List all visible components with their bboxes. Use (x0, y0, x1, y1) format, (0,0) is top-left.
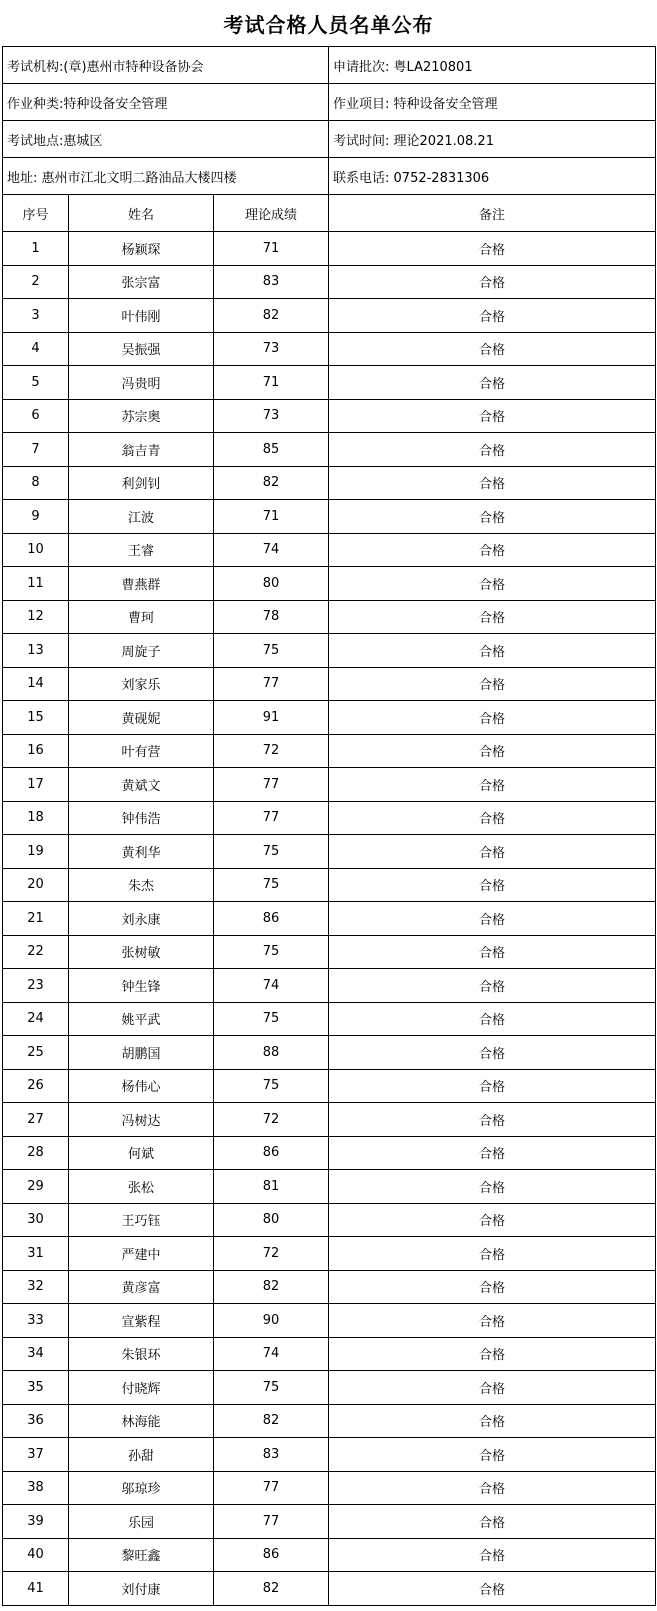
cell-no: 13 (3, 634, 69, 668)
cell-no: 17 (3, 768, 69, 802)
cell-score: 86 (214, 1136, 329, 1170)
cell-score: 80 (214, 567, 329, 601)
cell-score: 75 (214, 1002, 329, 1036)
table-row (3, 1337, 656, 1371)
cell-name: 钟生锋 (69, 969, 214, 1003)
cell-remark: 合格 (329, 1337, 656, 1371)
table-row (3, 1069, 656, 1103)
table-row (3, 299, 656, 333)
cell-no: 28 (3, 1136, 69, 1170)
cell-name: 冯树达 (69, 1103, 214, 1137)
cell-name: 刘永康 (69, 902, 214, 936)
table-row (3, 768, 656, 802)
cell-name: 张松 (69, 1170, 214, 1204)
cell-score: 75 (214, 868, 329, 902)
cell-remark: 合格 (329, 500, 656, 534)
cell-name: 黄彦富 (69, 1270, 214, 1304)
cell-name: 孙甜 (69, 1438, 214, 1472)
cell-name: 张宗富 (69, 265, 214, 299)
cell-remark: 合格 (329, 1404, 656, 1438)
cell-score: 74 (214, 969, 329, 1003)
cell-score: 90 (214, 1304, 329, 1338)
cell-remark: 合格 (329, 1069, 656, 1103)
cell-score: 77 (214, 1471, 329, 1505)
table-header-row (3, 195, 656, 232)
cell-remark: 合格 (329, 1304, 656, 1338)
cell-name: 刘家乐 (69, 667, 214, 701)
cell-score: 72 (214, 734, 329, 768)
cell-name: 黎旺鑫 (69, 1538, 214, 1572)
cell-name: 曹珂 (69, 600, 214, 634)
cell-no: 31 (3, 1237, 69, 1271)
cell-no: 9 (3, 500, 69, 534)
cell-name: 冯贵明 (69, 366, 214, 400)
cell-score: 83 (214, 265, 329, 299)
cell-remark: 合格 (329, 399, 656, 433)
table-row (3, 265, 656, 299)
cell-score: 75 (214, 1371, 329, 1405)
cell-remark: 合格 (329, 902, 656, 936)
cell-remark: 合格 (329, 667, 656, 701)
table-row (3, 399, 656, 433)
table-row (3, 1304, 656, 1338)
table-row (3, 1572, 656, 1606)
cell-name: 王睿 (69, 533, 214, 567)
cell-no: 39 (3, 1505, 69, 1539)
cell-score: 77 (214, 667, 329, 701)
table-row (3, 734, 656, 768)
cell-no: 7 (3, 433, 69, 467)
cell-no: 11 (3, 567, 69, 601)
cell-no: 16 (3, 734, 69, 768)
cell-remark: 合格 (329, 734, 656, 768)
cell-name: 黄斌文 (69, 768, 214, 802)
cell-score: 82 (214, 1572, 329, 1606)
cell-remark: 合格 (329, 768, 656, 802)
table-row (3, 1136, 656, 1170)
cell-no: 20 (3, 868, 69, 902)
cell-no: 5 (3, 366, 69, 400)
cell-name: 胡鹏国 (69, 1036, 214, 1070)
cell-name: 严建中 (69, 1237, 214, 1271)
table-row (3, 701, 656, 735)
cell-score: 71 (214, 500, 329, 534)
cell-no: 6 (3, 399, 69, 433)
cell-score: 78 (214, 600, 329, 634)
cell-remark: 合格 (329, 533, 656, 567)
cell-score: 71 (214, 366, 329, 400)
table-row (3, 567, 656, 601)
cell-no: 18 (3, 801, 69, 835)
cell-score: 77 (214, 1505, 329, 1539)
cell-no: 26 (3, 1069, 69, 1103)
cell-no: 32 (3, 1270, 69, 1304)
cell-remark: 合格 (329, 634, 656, 668)
table-row (3, 1270, 656, 1304)
cell-name: 林海能 (69, 1404, 214, 1438)
cell-score: 82 (214, 466, 329, 500)
cell-score: 88 (214, 1036, 329, 1070)
cell-no: 21 (3, 902, 69, 936)
cell-name: 翁吉青 (69, 433, 214, 467)
table-row (3, 1505, 656, 1539)
cell-score: 75 (214, 835, 329, 869)
cell-name: 付晓辉 (69, 1371, 214, 1405)
cell-name: 邬琼珍 (69, 1471, 214, 1505)
cell-remark: 合格 (329, 1270, 656, 1304)
institution-cell: 考试机构:(章)惠州市特种设备协会 (3, 47, 329, 84)
column-header-name: 姓名 (69, 195, 214, 232)
cell-name: 何斌 (69, 1136, 214, 1170)
cell-remark: 合格 (329, 935, 656, 969)
cell-no: 37 (3, 1438, 69, 1472)
cell-remark: 合格 (329, 332, 656, 366)
column-header-score: 理论成绩 (214, 195, 329, 232)
cell-score: 82 (214, 299, 329, 333)
cell-name: 杨颖琛 (69, 232, 214, 266)
approval-cell: 申请批次: 粤LA210801 (329, 47, 656, 84)
cell-score: 73 (214, 399, 329, 433)
table-row (3, 500, 656, 534)
cell-name: 宣紫程 (69, 1304, 214, 1338)
cell-name: 周旋子 (69, 634, 214, 668)
cell-remark: 合格 (329, 835, 656, 869)
cell-no: 25 (3, 1036, 69, 1070)
info-row (3, 84, 656, 121)
table-row (3, 935, 656, 969)
table-row (3, 600, 656, 634)
cell-score: 81 (214, 1170, 329, 1204)
cell-score: 86 (214, 1538, 329, 1572)
cell-no: 1 (3, 232, 69, 266)
cell-remark: 合格 (329, 466, 656, 500)
table-row (3, 1438, 656, 1472)
cell-name: 杨伟心 (69, 1069, 214, 1103)
cell-remark: 合格 (329, 433, 656, 467)
cell-remark: 合格 (329, 801, 656, 835)
table-row (3, 969, 656, 1003)
cell-remark: 合格 (329, 1572, 656, 1606)
table-row (3, 232, 656, 266)
table-row (3, 1002, 656, 1036)
table-row (3, 1203, 656, 1237)
table-row (3, 466, 656, 500)
column-header-no: 序号 (3, 195, 69, 232)
cell-remark: 合格 (329, 600, 656, 634)
table-row (3, 332, 656, 366)
cell-no: 36 (3, 1404, 69, 1438)
cell-remark: 合格 (329, 1438, 656, 1472)
cell-remark: 合格 (329, 1136, 656, 1170)
cell-score: 77 (214, 801, 329, 835)
table-row (3, 667, 656, 701)
table-row (3, 433, 656, 467)
table-row (3, 1103, 656, 1137)
cell-remark: 合格 (329, 1538, 656, 1572)
cell-remark: 合格 (329, 1371, 656, 1405)
cell-score: 80 (214, 1203, 329, 1237)
cell-score: 72 (214, 1237, 329, 1271)
cell-score: 85 (214, 433, 329, 467)
cell-name: 刘付康 (69, 1572, 214, 1606)
cell-name: 曹燕群 (69, 567, 214, 601)
phone-cell: 联系电话: 0752-2831306 (329, 158, 656, 195)
table-row (3, 533, 656, 567)
table-row (3, 835, 656, 869)
cell-no: 41 (3, 1572, 69, 1606)
table-row (3, 634, 656, 668)
cell-no: 10 (3, 533, 69, 567)
cell-no: 38 (3, 1471, 69, 1505)
cell-name: 王巧钰 (69, 1203, 214, 1237)
cell-no: 24 (3, 1002, 69, 1036)
cell-remark: 合格 (329, 1170, 656, 1204)
cell-remark: 合格 (329, 1203, 656, 1237)
table-row (3, 1036, 656, 1070)
table-row (3, 902, 656, 936)
info-row (3, 121, 656, 158)
cell-score: 86 (214, 902, 329, 936)
cell-score: 74 (214, 533, 329, 567)
cell-score: 73 (214, 332, 329, 366)
cell-name: 苏宗奥 (69, 399, 214, 433)
work-item-cell: 作业项目: 特种设备安全管理 (329, 84, 656, 121)
cell-no: 35 (3, 1371, 69, 1405)
results-table (2, 46, 656, 1606)
cell-remark: 合格 (329, 366, 656, 400)
cell-no: 29 (3, 1170, 69, 1204)
cell-score: 75 (214, 935, 329, 969)
location-cell: 考试地点:惠城区 (3, 121, 329, 158)
table-row (3, 1237, 656, 1271)
cell-name: 吴振强 (69, 332, 214, 366)
cell-no: 3 (3, 299, 69, 333)
cell-score: 83 (214, 1438, 329, 1472)
cell-remark: 合格 (329, 701, 656, 735)
cell-remark: 合格 (329, 868, 656, 902)
cell-no: 15 (3, 701, 69, 735)
cell-remark: 合格 (329, 1036, 656, 1070)
table-row (3, 868, 656, 902)
cell-name: 利剑钊 (69, 466, 214, 500)
table-row (3, 1538, 656, 1572)
table-row (3, 801, 656, 835)
cell-remark: 合格 (329, 1505, 656, 1539)
cell-no: 4 (3, 332, 69, 366)
cell-no: 2 (3, 265, 69, 299)
exam-time-cell: 考试时间: 理论2021.08.21 (329, 121, 656, 158)
cell-score: 75 (214, 634, 329, 668)
table-row (3, 366, 656, 400)
cell-name: 张树敏 (69, 935, 214, 969)
cell-no: 23 (3, 969, 69, 1003)
column-header-remark: 备注 (329, 195, 656, 232)
cell-no: 22 (3, 935, 69, 969)
cell-remark: 合格 (329, 969, 656, 1003)
cell-no: 19 (3, 835, 69, 869)
cell-remark: 合格 (329, 1471, 656, 1505)
cell-no: 8 (3, 466, 69, 500)
cell-no: 40 (3, 1538, 69, 1572)
cell-score: 72 (214, 1103, 329, 1137)
cell-no: 27 (3, 1103, 69, 1137)
cell-no: 14 (3, 667, 69, 701)
cell-name: 姚平武 (69, 1002, 214, 1036)
cell-remark: 合格 (329, 232, 656, 266)
info-row (3, 158, 656, 195)
cell-remark: 合格 (329, 265, 656, 299)
cell-no: 34 (3, 1337, 69, 1371)
cell-remark: 合格 (329, 299, 656, 333)
cell-score: 71 (214, 232, 329, 266)
info-row (3, 47, 656, 84)
table-row (3, 1170, 656, 1204)
cell-name: 朱银环 (69, 1337, 214, 1371)
table-row (3, 1371, 656, 1405)
cell-score: 74 (214, 1337, 329, 1371)
work-type-cell: 作业种类:特种设备安全管理 (3, 84, 329, 121)
cell-score: 82 (214, 1404, 329, 1438)
cell-name: 黄利华 (69, 835, 214, 869)
cell-name: 叶伟刚 (69, 299, 214, 333)
page-title: 考试合格人员名单公布 (223, 12, 434, 37)
cell-remark: 合格 (329, 1002, 656, 1036)
cell-name: 江波 (69, 500, 214, 534)
cell-name: 黄砚妮 (69, 701, 214, 735)
address-cell: 地址: 惠州市江北文明二路油品大楼四楼 (3, 158, 329, 195)
cell-no: 33 (3, 1304, 69, 1338)
cell-remark: 合格 (329, 1103, 656, 1137)
cell-remark: 合格 (329, 567, 656, 601)
cell-score: 91 (214, 701, 329, 735)
cell-score: 75 (214, 1069, 329, 1103)
cell-no: 12 (3, 600, 69, 634)
table-row (3, 1471, 656, 1505)
table-row (3, 1404, 656, 1438)
cell-name: 朱杰 (69, 868, 214, 902)
cell-remark: 合格 (329, 1237, 656, 1271)
cell-no: 30 (3, 1203, 69, 1237)
cell-score: 82 (214, 1270, 329, 1304)
cell-name: 叶有营 (69, 734, 214, 768)
cell-score: 77 (214, 768, 329, 802)
cell-name: 乐园 (69, 1505, 214, 1539)
cell-name: 钟伟浩 (69, 801, 214, 835)
